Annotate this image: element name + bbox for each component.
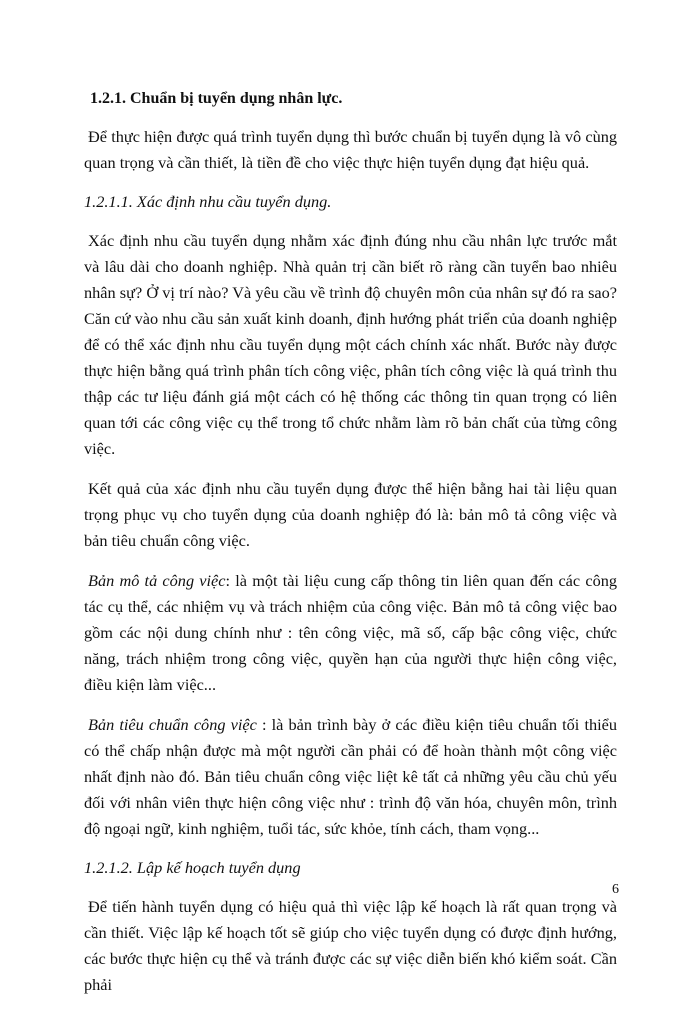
intro-paragraph: Để thực hiện được quá trình tuyển dụng thì bước chuẩn bị tuyển dụng là vô cùng quan trọng và cần thiết, là tiền đề cho việc thực hiện tuyển dụng đạt hiệu quả. (84, 127, 617, 172)
term-job-description: Bản mô tả công việc (88, 571, 226, 590)
job-standard-text: : là bản trình bày ở các điều kiện tiêu chuẩn tối thiểu có thể chấp nhận được mà một người cần phải có để hoàn thành một công việc nhất định nào đó. Bản tiêu chuẩn công việc liệt kê tất cả những yêu cầu chủ yếu đối với nhân viên thực hiện công việc như : trình độ văn hóa, chuyên môn, trình độ ngoại ngữ, kinh nghiệm, tuổi tác, sức khỏe, tính cách, tham vọng... (84, 715, 617, 838)
paragraph-planning: Để tiến hành tuyển dụng có hiệu quả thì việc lập kế hoạch là rất quan trọng và cần thiết. Việc lập kế hoạch tốt sẽ giúp cho việc tuyển dụng có được định hướng, các bước thực hiện cụ thể và tránh được các sự việc diễn biến khó kiểm soát. Cần phải (84, 897, 617, 994)
paragraph-job-standard (84, 712, 617, 842)
paragraph-job-description (84, 568, 617, 698)
page-number: 6 (612, 882, 619, 897)
paragraph-results: Kết quả của xác định nhu cầu tuyển dụng được thể hiện bằng hai tài liệu quan trọng phục vụ cho tuyển dụng của doanh nghiệp đó là: bản mô tả công việc và bản tiêu chuẩn công việc. (84, 479, 617, 550)
subsection-heading-2: 1.2.1.2. Lập kế hoạch tuyển dụng (84, 858, 301, 877)
term-job-standard: Bản tiêu chuẩn công việc (88, 715, 257, 734)
subsection-heading-1: 1.2.1.1. Xác định nhu cầu tuyển dụng. (84, 192, 332, 211)
section-heading: 1.2.1. Chuẩn bị tuyển dụng nhân lực. (90, 90, 343, 107)
page-content (84, 88, 617, 1012)
paragraph-needs: Xác định nhu cầu tuyển dụng nhằm xác định đúng nhu cầu nhân lực trước mắt và lâu dài cho doanh nghiệp. Nhà quản trị cần biết rõ ràng cần tuyển bao nhiêu nhân sự? Ở vị trí nào? Và yêu cầu về trình độ chuyên môn của nhân sự đó ra sao? Căn cứ vào nhu cầu sản xuất kinh doanh, định hướng phát triển của doanh nghiệp để có thể xác định nhu cầu tuyển dụng một cách chính xác nhất. Bước này được thực hiện bằng quá trình phân tích công việc, phân tích công việc là quá trình thu thập các tư liệu đánh giá một cách có hệ thống các thông tin quan trọng có liên quan tới các công việc cụ thể trong tổ chức nhằm làm rõ bản chất của từng công việc. (84, 231, 617, 458)
job-description-text: : là một tài liệu cung cấp thông tin liên quan đến các công tác cụ thể, các nhiệm vụ và trách nhiệm của công việc. Bản mô tả công việc bao gồm các nội dung chính như : tên công việc, mã số, cấp bậc công việc, chức năng, trách nhiệm trong công việc, quyền hạn của người thực hiện công việc, điều kiện làm việc... (84, 571, 617, 694)
